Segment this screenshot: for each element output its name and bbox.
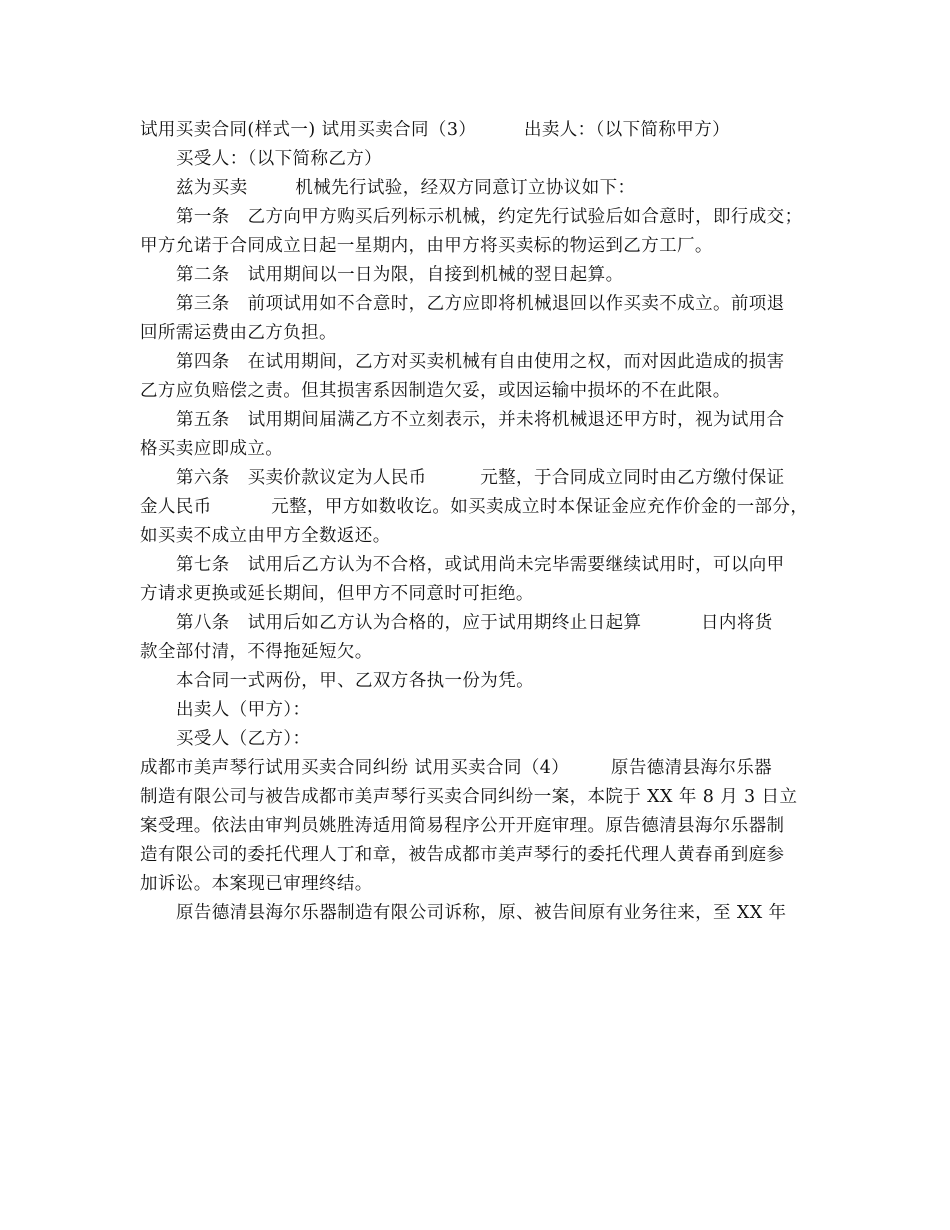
document-body xyxy=(140,116,820,928)
text-line: 第三条 前项试用如不合意时，乙方应即将机械退回以作买卖不成立。前项退 xyxy=(176,294,785,314)
text-line: 第七条 试用后乙方认为不合格，或试用尚未完毕需要继续试用时，可以向甲 xyxy=(176,555,785,575)
text-line: 造有限公司的委托代理人丁和章，被告成都市美声琴行的委托代理人黄春甬到庭参 xyxy=(140,845,785,865)
text-line: 回所需运费由乙方负担。 xyxy=(140,323,337,343)
text-line: 第二条 试用期间以一日为限，自接到机械的翌日起算。 xyxy=(176,265,624,285)
text-line: 原告德清县海尔乐器制造有限公司诉称，原、被告间原有业务往来，至 XX 年 xyxy=(176,903,787,923)
text-line: 加诉讼。本案现已审理终结。 xyxy=(140,874,373,894)
text-line: 乙方应负赔偿之责。但其损害系因制造欠妥，或因运输中损坏的不在此限。 xyxy=(140,381,731,401)
text-line: 第四条 在试用期间，乙方对买卖机械有自由使用之权，而对因此造成的损害 xyxy=(176,352,785,372)
text-line: 买受人：（以下简称乙方） xyxy=(176,149,383,169)
text-line: 买受人（乙方）： xyxy=(176,729,311,749)
text-line: 格买卖应即成立。 xyxy=(140,439,284,459)
text-line: 本合同一式两份，甲、乙双方各执一份为凭。 xyxy=(176,671,534,691)
text-line: 第一条 乙方向甲方购买后列标示机械，约定先行试验后如合意时，即行成交； xyxy=(176,207,803,227)
text-line: 甲方允诺于合同成立日起一星期内，由甲方将买卖标的物运到乙方工厂。 xyxy=(140,236,713,256)
text-line: 款全部付清，不得拖延短欠。 xyxy=(140,642,373,662)
text-line: 制造有限公司与被告成都市美声琴行买卖合同纠纷一案，本院于 XX 年 8 月 3 日立 xyxy=(140,787,798,807)
text-line: 金人民币 元整，甲方如数收讫。如买卖成立时本保证金应充作价金的一部分， xyxy=(140,497,809,517)
text-line: 方请求更换或延长期间，但甲方不同意时可拒绝。 xyxy=(140,584,534,604)
text-line: 成都市美声琴行试用买卖合同纠纷 试用买卖合同（4） 原告德清县海尔乐器 xyxy=(140,758,773,778)
text-line: 出卖人（甲方）： xyxy=(176,700,311,720)
text-line: 如买卖不成立由甲方全数返还。 xyxy=(140,526,391,546)
text-line: 第五条 试用期间届满乙方不立刻表示，并未将机械退还甲方时，视为试用合 xyxy=(176,410,785,430)
text-line: 第八条 试用后如乙方认为合格的，应于试用期终止日起算 日内将货 xyxy=(176,613,773,633)
text-line: 兹为买卖 机械先行试验，经双方同意订立协议如下： xyxy=(176,178,636,198)
text-line: 案受理。依法由审判员姚胜涛适用简易程序公开开庭审理。原告德清县海尔乐器制 xyxy=(140,816,785,836)
text-line: 第六条 买卖价款议定为人民币 元整，于合同成立同时由乙方缴付保证 xyxy=(176,468,785,488)
text-line: 试用买卖合同(样式一) 试用买卖合同（3） 出卖人：（以下简称甲方） xyxy=(140,120,731,140)
